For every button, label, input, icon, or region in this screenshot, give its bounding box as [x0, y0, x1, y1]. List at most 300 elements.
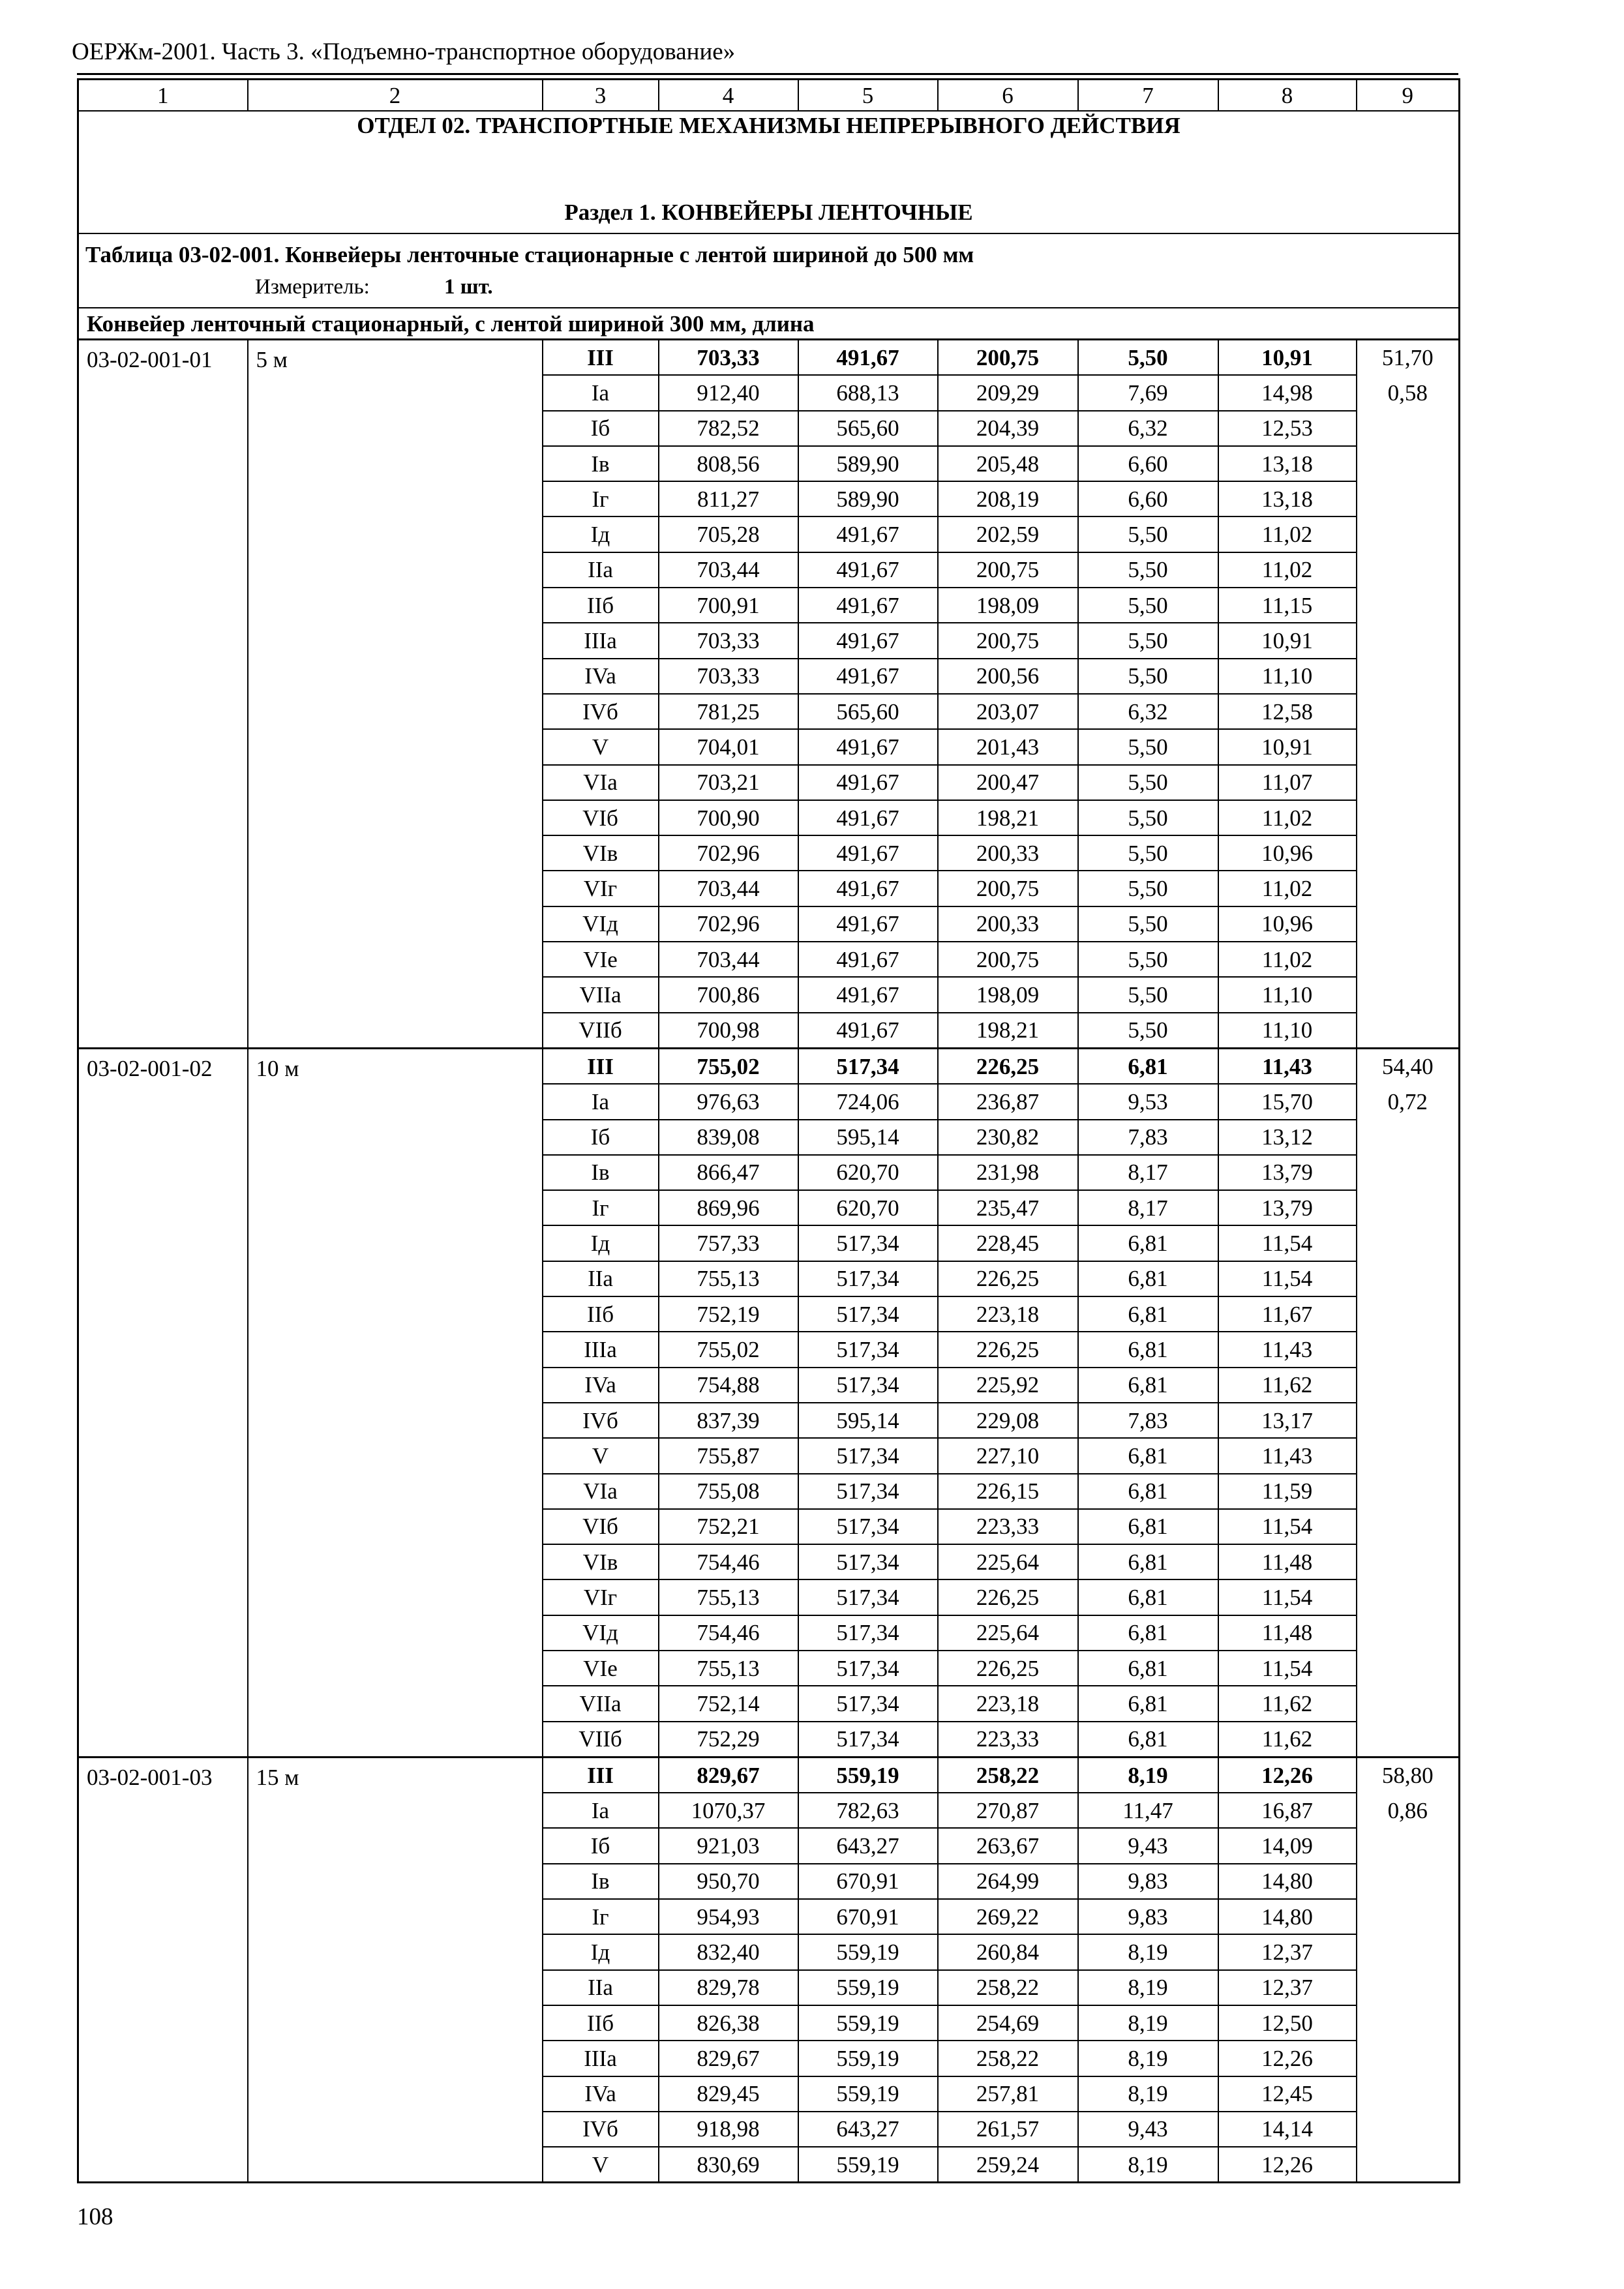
- value-cell: 269,22: [938, 1899, 1078, 1934]
- value-cell: [1357, 871, 1460, 906]
- value-cell: 11,15: [1218, 588, 1357, 623]
- rate-name: 15 м: [248, 1757, 543, 2183]
- value-cell: 225,64: [938, 1615, 1078, 1651]
- value-cell: 258,22: [938, 2041, 1078, 2076]
- value-cell: 200,33: [938, 906, 1078, 942]
- value-cell: 261,57: [938, 2112, 1078, 2147]
- value-cell: 204,39: [938, 411, 1078, 446]
- zone-cell: Iг: [543, 481, 659, 516]
- zone-cell: VIв: [543, 1544, 659, 1579]
- value-cell: 12,26: [1218, 1757, 1357, 1793]
- value-cell: 200,75: [938, 340, 1078, 376]
- zone-cell: VIa: [543, 1474, 659, 1509]
- value-cell: 829,45: [659, 2076, 798, 2112]
- value-cell: [1357, 694, 1460, 729]
- value-cell: 11,54: [1218, 1509, 1357, 1544]
- value-cell: 15,70: [1218, 1084, 1357, 1119]
- value-cell: 6,81: [1078, 1722, 1218, 1758]
- value-cell: 832,40: [659, 1934, 798, 1969]
- value-cell: [1357, 1828, 1460, 1863]
- value-cell: 228,45: [938, 1225, 1078, 1261]
- value-cell: 8,17: [1078, 1190, 1218, 1225]
- value-cell: 12,37: [1218, 1934, 1357, 1969]
- value-cell: 5,50: [1078, 942, 1218, 977]
- zone-cell: VIд: [543, 1615, 659, 1651]
- group-description-row: [78, 308, 1460, 340]
- value-cell: [1357, 729, 1460, 764]
- value-cell: [1357, 2041, 1460, 2076]
- zone-cell: Iд: [543, 1934, 659, 1969]
- value-cell: 5,50: [1078, 977, 1218, 1012]
- value-cell: 11,62: [1218, 1722, 1357, 1758]
- value-cell: 866,47: [659, 1155, 798, 1190]
- value-cell: [1357, 1013, 1460, 1049]
- value-cell: 6,81: [1078, 1615, 1218, 1651]
- value-cell: 6,60: [1078, 446, 1218, 481]
- rate-code: 03-02-001-02: [78, 1048, 248, 1757]
- value-cell: 223,33: [938, 1722, 1078, 1758]
- value-cell: 200,75: [938, 552, 1078, 588]
- zone-cell: Iв: [543, 1864, 659, 1899]
- value-cell: 6,81: [1078, 1438, 1218, 1473]
- value-cell: 491,67: [798, 800, 938, 835]
- value-cell: 11,02: [1218, 552, 1357, 588]
- value-cell: 6,81: [1078, 1225, 1218, 1261]
- zone-cell: VIIб: [543, 1722, 659, 1758]
- value-cell: 755,87: [659, 1438, 798, 1473]
- zone-cell: Iг: [543, 1899, 659, 1934]
- value-cell: 830,69: [659, 2147, 798, 2183]
- table-row: [78, 340, 1460, 376]
- value-cell: 826,38: [659, 2005, 798, 2041]
- value-cell: 225,64: [938, 1544, 1078, 1579]
- value-cell: 200,56: [938, 659, 1078, 694]
- value-cell: 688,13: [798, 375, 938, 410]
- column-number: 8: [1218, 80, 1357, 112]
- zone-cell: Iб: [543, 411, 659, 446]
- value-cell: 14,80: [1218, 1864, 1357, 1899]
- value-cell: [1357, 1544, 1460, 1579]
- value-cell: 13,17: [1218, 1403, 1357, 1438]
- value-cell: 263,67: [938, 1828, 1078, 1863]
- value-cell: 703,33: [659, 623, 798, 658]
- value-cell: [1357, 1686, 1460, 1721]
- value-cell: 12,45: [1218, 2076, 1357, 2112]
- value-cell: 491,67: [798, 765, 938, 800]
- value-cell: 11,43: [1218, 1438, 1357, 1473]
- value-cell: 6,81: [1078, 1048, 1218, 1084]
- value-cell: 517,34: [798, 1438, 938, 1473]
- value-cell: 517,34: [798, 1651, 938, 1686]
- zone-cell: III: [543, 1757, 659, 1793]
- value-cell: 11,02: [1218, 516, 1357, 552]
- rate-name: 10 м: [248, 1048, 543, 1757]
- zone-cell: Iб: [543, 1828, 659, 1863]
- section-title: Раздел 1. КОНВЕЙЕРЫ ЛЕНТОЧНЫЕ: [78, 191, 1460, 233]
- rates-table: [77, 78, 1460, 2183]
- value-cell: 755,08: [659, 1474, 798, 1509]
- group-description: Конвейер ленточный стационарный, с лентой шириной 300 мм, длина: [78, 308, 1460, 340]
- zone-cell: IIIa: [543, 2041, 659, 2076]
- value-cell: 517,34: [798, 1544, 938, 1579]
- zone-cell: Ia: [543, 375, 659, 410]
- value-cell: 9,83: [1078, 1864, 1218, 1899]
- value-cell: 491,67: [798, 340, 938, 376]
- value-cell: 11,54: [1218, 1225, 1357, 1261]
- value-cell: [1357, 623, 1460, 658]
- value-cell: 5,50: [1078, 588, 1218, 623]
- zone-cell: VIб: [543, 800, 659, 835]
- value-cell: 517,34: [798, 1686, 938, 1721]
- value-cell: 226,15: [938, 1474, 1078, 1509]
- zone-cell: Iг: [543, 1190, 659, 1225]
- rate-name: 5 м: [248, 340, 543, 1049]
- value-cell: [1357, 1579, 1460, 1615]
- zone-cell: VIIa: [543, 1686, 659, 1721]
- column-number: 2: [248, 80, 543, 112]
- department-title-row: [78, 111, 1460, 191]
- column-number-row: [78, 80, 1460, 112]
- value-cell: 205,48: [938, 446, 1078, 481]
- column-number: 6: [938, 80, 1078, 112]
- value-cell: 5,50: [1078, 552, 1218, 588]
- value-cell: 491,67: [798, 552, 938, 588]
- value-cell: [1357, 1970, 1460, 2005]
- value-cell: 491,67: [798, 623, 938, 658]
- value-cell: 254,69: [938, 2005, 1078, 2041]
- value-cell: 950,70: [659, 1864, 798, 1899]
- value-cell: 954,93: [659, 1899, 798, 1934]
- zone-cell: III: [543, 1048, 659, 1084]
- value-cell: 703,44: [659, 552, 798, 588]
- value-cell: 755,13: [659, 1261, 798, 1296]
- value-cell: 0,72: [1357, 1084, 1460, 1119]
- value-cell: 643,27: [798, 1828, 938, 1863]
- value-cell: 5,50: [1078, 659, 1218, 694]
- value-cell: 808,56: [659, 446, 798, 481]
- value-cell: 7,83: [1078, 1120, 1218, 1155]
- measure-label: Измеритель:: [255, 275, 370, 299]
- value-cell: 829,67: [659, 1757, 798, 1793]
- table-row: [78, 1048, 1460, 1084]
- value-cell: 976,63: [659, 1084, 798, 1119]
- value-cell: 200,75: [938, 942, 1078, 977]
- column-number: 3: [543, 80, 659, 112]
- page-number: 108: [77, 2204, 113, 2230]
- value-cell: 12,37: [1218, 1970, 1357, 2005]
- value-cell: 11,43: [1218, 1048, 1357, 1084]
- zone-cell: Ia: [543, 1793, 659, 1828]
- value-cell: 259,24: [938, 2147, 1078, 2183]
- value-cell: 11,62: [1218, 1368, 1357, 1403]
- value-cell: [1357, 906, 1460, 942]
- value-cell: 11,54: [1218, 1651, 1357, 1686]
- value-cell: [1357, 2005, 1460, 2041]
- value-cell: 517,34: [798, 1474, 938, 1509]
- value-cell: 755,13: [659, 1651, 798, 1686]
- value-cell: 921,03: [659, 1828, 798, 1863]
- section-title-row: [78, 191, 1460, 233]
- zone-cell: IVб: [543, 2112, 659, 2147]
- value-cell: 208,19: [938, 481, 1078, 516]
- value-cell: 7,69: [1078, 375, 1218, 410]
- value-cell: 517,34: [798, 1225, 938, 1261]
- value-cell: 589,90: [798, 481, 938, 516]
- value-cell: [1357, 411, 1460, 446]
- zone-cell: VIa: [543, 765, 659, 800]
- value-cell: 6,81: [1078, 1686, 1218, 1721]
- value-cell: 10,96: [1218, 835, 1357, 871]
- value-cell: 257,81: [938, 2076, 1078, 2112]
- value-cell: 5,50: [1078, 835, 1218, 871]
- zone-cell: V: [543, 2147, 659, 2183]
- zone-cell: Iв: [543, 1155, 659, 1190]
- value-cell: [1357, 2112, 1460, 2147]
- value-cell: [1357, 552, 1460, 588]
- value-cell: 517,34: [798, 1579, 938, 1615]
- value-cell: 702,96: [659, 906, 798, 942]
- zone-cell: VIIa: [543, 977, 659, 1012]
- value-cell: 700,91: [659, 588, 798, 623]
- value-cell: 58,80: [1357, 1757, 1460, 1793]
- zone-cell: Iв: [543, 446, 659, 481]
- value-cell: 6,81: [1078, 1368, 1218, 1403]
- value-cell: 231,98: [938, 1155, 1078, 1190]
- value-cell: 869,96: [659, 1190, 798, 1225]
- value-cell: 9,83: [1078, 1899, 1218, 1934]
- value-cell: 5,50: [1078, 1013, 1218, 1049]
- zone-cell: IIa: [543, 1261, 659, 1296]
- value-cell: 5,50: [1078, 516, 1218, 552]
- value-cell: 54,40: [1357, 1048, 1460, 1084]
- value-cell: 517,34: [798, 1615, 938, 1651]
- value-cell: 11,07: [1218, 765, 1357, 800]
- value-cell: [1357, 765, 1460, 800]
- zone-cell: IIб: [543, 1296, 659, 1332]
- value-cell: 11,10: [1218, 977, 1357, 1012]
- value-cell: 198,21: [938, 1013, 1078, 1049]
- value-cell: 16,87: [1218, 1793, 1357, 1828]
- value-cell: 11,62: [1218, 1686, 1357, 1721]
- value-cell: 12,58: [1218, 694, 1357, 729]
- value-cell: 517,34: [798, 1261, 938, 1296]
- value-cell: 0,58: [1357, 375, 1460, 410]
- value-cell: 837,39: [659, 1403, 798, 1438]
- value-cell: 754,46: [659, 1615, 798, 1651]
- value-cell: 11,54: [1218, 1261, 1357, 1296]
- value-cell: [1357, 1722, 1460, 1758]
- value-cell: 202,59: [938, 516, 1078, 552]
- value-cell: 559,19: [798, 2041, 938, 2076]
- table-title-row: [78, 233, 1460, 275]
- zone-cell: V: [543, 729, 659, 764]
- value-cell: 229,08: [938, 1403, 1078, 1438]
- value-cell: 565,60: [798, 411, 938, 446]
- rate-code: 03-02-001-03: [78, 1757, 248, 2183]
- value-cell: 670,91: [798, 1864, 938, 1899]
- value-cell: 517,34: [798, 1048, 938, 1084]
- value-cell: 491,67: [798, 906, 938, 942]
- value-cell: 757,33: [659, 1225, 798, 1261]
- value-cell: 9,43: [1078, 1828, 1218, 1863]
- zone-cell: IVб: [543, 1403, 659, 1438]
- value-cell: 5,50: [1078, 800, 1218, 835]
- value-cell: [1357, 942, 1460, 977]
- zone-cell: Iд: [543, 516, 659, 552]
- value-cell: 225,92: [938, 1368, 1078, 1403]
- value-cell: 13,79: [1218, 1190, 1357, 1225]
- value-cell: 754,88: [659, 1368, 798, 1403]
- value-cell: 724,06: [798, 1084, 938, 1119]
- value-cell: [1357, 1225, 1460, 1261]
- value-cell: 260,84: [938, 1934, 1078, 1969]
- value-cell: 703,33: [659, 659, 798, 694]
- value-cell: 752,21: [659, 1509, 798, 1544]
- value-cell: 227,10: [938, 1438, 1078, 1473]
- value-cell: 226,25: [938, 1261, 1078, 1296]
- value-cell: 559,19: [798, 1757, 938, 1793]
- value-cell: [1357, 659, 1460, 694]
- value-cell: [1357, 516, 1460, 552]
- value-cell: 10,96: [1218, 906, 1357, 942]
- value-cell: 491,67: [798, 835, 938, 871]
- value-cell: 620,70: [798, 1190, 938, 1225]
- header-rule: [77, 73, 1458, 75]
- value-cell: 270,87: [938, 1793, 1078, 1828]
- value-cell: 752,19: [659, 1296, 798, 1332]
- table-row: [78, 1757, 1460, 1793]
- zone-cell: IIIa: [543, 623, 659, 658]
- value-cell: [1357, 446, 1460, 481]
- value-cell: 223,18: [938, 1686, 1078, 1721]
- value-cell: 200,75: [938, 871, 1078, 906]
- value-cell: 226,25: [938, 1048, 1078, 1084]
- zone-cell: Ia: [543, 1084, 659, 1119]
- value-cell: 702,96: [659, 835, 798, 871]
- value-cell: 11,47: [1078, 1793, 1218, 1828]
- value-cell: [1357, 977, 1460, 1012]
- value-cell: 10,91: [1218, 340, 1357, 376]
- value-cell: 258,22: [938, 1970, 1078, 2005]
- zone-cell: VIe: [543, 1651, 659, 1686]
- value-cell: 14,80: [1218, 1899, 1357, 1934]
- value-cell: 226,25: [938, 1579, 1078, 1615]
- value-cell: [1357, 1296, 1460, 1332]
- value-cell: 10,91: [1218, 623, 1357, 658]
- value-cell: 13,18: [1218, 481, 1357, 516]
- value-cell: 11,59: [1218, 1474, 1357, 1509]
- value-cell: 13,18: [1218, 446, 1357, 481]
- zone-cell: VIв: [543, 835, 659, 871]
- department-title: ОТДЕЛ 02. ТРАНСПОРТНЫЕ МЕХАНИЗМЫ НЕПРЕРЫВНОГО ДЕЙСТВИЯ: [78, 111, 1460, 191]
- rate-code: 03-02-001-01: [78, 340, 248, 1049]
- value-cell: 491,67: [798, 659, 938, 694]
- value-cell: 491,67: [798, 1013, 938, 1049]
- value-cell: 559,19: [798, 1934, 938, 1969]
- value-cell: 8,19: [1078, 2147, 1218, 2183]
- value-cell: 8,17: [1078, 1155, 1218, 1190]
- value-cell: 700,90: [659, 800, 798, 835]
- value-cell: 755,13: [659, 1579, 798, 1615]
- zone-cell: V: [543, 1438, 659, 1473]
- value-cell: 6,81: [1078, 1474, 1218, 1509]
- value-cell: 620,70: [798, 1155, 938, 1190]
- value-cell: 703,33: [659, 340, 798, 376]
- value-cell: 755,02: [659, 1048, 798, 1084]
- value-cell: 0,86: [1357, 1793, 1460, 1828]
- value-cell: 12,53: [1218, 411, 1357, 446]
- value-cell: [1357, 2147, 1460, 2183]
- value-cell: 781,25: [659, 694, 798, 729]
- value-cell: 703,44: [659, 942, 798, 977]
- zone-cell: VIIб: [543, 1013, 659, 1049]
- zone-cell: Iб: [543, 1120, 659, 1155]
- value-cell: [1357, 1120, 1460, 1155]
- value-cell: 258,22: [938, 1757, 1078, 1793]
- zone-cell: IIIa: [543, 1332, 659, 1367]
- value-cell: 264,99: [938, 1864, 1078, 1899]
- value-cell: 11,10: [1218, 659, 1357, 694]
- value-cell: [1357, 1474, 1460, 1509]
- value-cell: [1357, 1155, 1460, 1190]
- zone-cell: IVa: [543, 659, 659, 694]
- value-cell: 226,25: [938, 1332, 1078, 1367]
- value-cell: 5,50: [1078, 729, 1218, 764]
- value-cell: [1357, 1368, 1460, 1403]
- value-cell: [1357, 1934, 1460, 1969]
- value-cell: 223,33: [938, 1509, 1078, 1544]
- value-cell: 517,34: [798, 1509, 938, 1544]
- value-cell: 9,53: [1078, 1084, 1218, 1119]
- value-cell: 201,43: [938, 729, 1078, 764]
- value-cell: 595,14: [798, 1120, 938, 1155]
- zone-cell: Iд: [543, 1225, 659, 1261]
- zone-cell: VIг: [543, 1579, 659, 1615]
- value-cell: 7,83: [1078, 1403, 1218, 1438]
- value-cell: 198,09: [938, 977, 1078, 1012]
- value-cell: 565,60: [798, 694, 938, 729]
- value-cell: 8,19: [1078, 1757, 1218, 1793]
- value-cell: 11,43: [1218, 1332, 1357, 1367]
- value-cell: 11,54: [1218, 1579, 1357, 1615]
- value-cell: 918,98: [659, 2112, 798, 2147]
- value-cell: 236,87: [938, 1084, 1078, 1119]
- value-cell: 839,08: [659, 1120, 798, 1155]
- value-cell: 700,98: [659, 1013, 798, 1049]
- value-cell: 517,34: [798, 1722, 938, 1758]
- value-cell: 829,78: [659, 1970, 798, 2005]
- value-cell: 8,19: [1078, 2005, 1218, 2041]
- value-cell: 5,50: [1078, 906, 1218, 942]
- value-cell: 6,32: [1078, 694, 1218, 729]
- column-number: 4: [659, 80, 798, 112]
- zone-cell: VIб: [543, 1509, 659, 1544]
- measure-value: 1 шт.: [444, 275, 493, 299]
- value-cell: 8,19: [1078, 1934, 1218, 1969]
- value-cell: 11,02: [1218, 800, 1357, 835]
- value-cell: 10,91: [1218, 729, 1357, 764]
- value-cell: 755,02: [659, 1332, 798, 1367]
- value-cell: 559,19: [798, 2147, 938, 2183]
- value-cell: 517,34: [798, 1332, 938, 1367]
- value-cell: [1357, 1438, 1460, 1473]
- value-cell: 11,67: [1218, 1296, 1357, 1332]
- zone-cell: VIг: [543, 871, 659, 906]
- value-cell: 198,09: [938, 588, 1078, 623]
- value-cell: 6,60: [1078, 481, 1218, 516]
- value-cell: [1357, 2076, 1460, 2112]
- value-cell: 703,21: [659, 765, 798, 800]
